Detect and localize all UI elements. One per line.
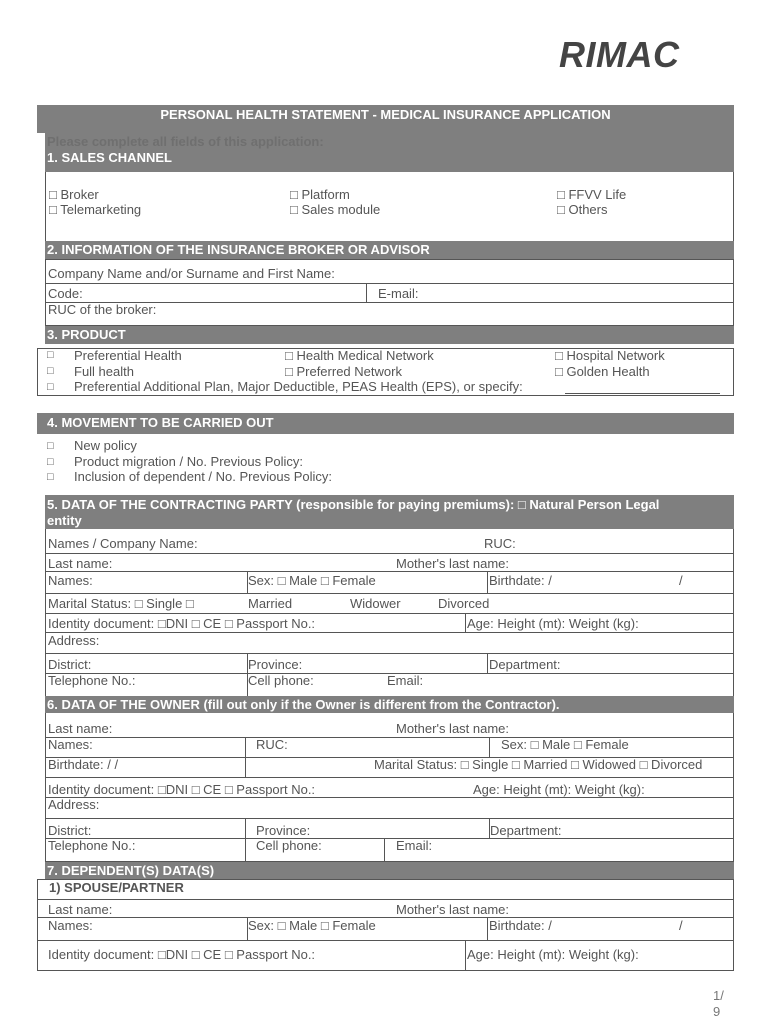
product-additional-plan[interactable]: Preferential Additional Plan, Major Deductible, PEAS Health (EPS), or specify: [74, 379, 523, 394]
checkbox-icon[interactable]: □ [47, 349, 54, 361]
divider [245, 737, 246, 777]
page-number-total: 9 [713, 1004, 721, 1019]
marital-divorced-option[interactable]: Divorced [438, 596, 490, 611]
section-1-header [45, 133, 734, 172]
movement-inclusion-dependent[interactable]: Inclusion of dependent / No. Previous Policy: [74, 469, 332, 484]
divider [733, 713, 734, 862]
owner-birthdate-field[interactable]: Birthdate: / / [48, 757, 119, 772]
marital-married-option[interactable]: Married [248, 596, 293, 611]
marital-widower-option[interactable]: Widower [350, 596, 401, 611]
section-6-header [45, 696, 734, 713]
divider [45, 593, 734, 594]
spouse-sex-field[interactable]: Sex: □ Male □ Female [248, 918, 376, 933]
owner-marital-status[interactable]: Marital Status: □ Single □ Married □ Widowed □ Divorced [374, 757, 703, 772]
divider [384, 838, 385, 861]
divider [37, 940, 734, 941]
contractor-age-height-weight[interactable]: Age: Height (mt): Weight (kg): [467, 616, 639, 631]
checkbox-icon[interactable]: □ [47, 456, 54, 468]
contractor-sex-field[interactable]: Sex: □ Male □ Female [248, 573, 376, 588]
section-5-title-continued: entity [47, 513, 82, 528]
sales-broker-option[interactable]: □ Broker [49, 187, 99, 202]
sales-others-option[interactable]: □ Others [557, 202, 608, 217]
product-full-health[interactable]: Full health [74, 364, 134, 379]
contractor-telephone-field[interactable]: Telephone No.: [48, 673, 136, 688]
divider [45, 283, 734, 284]
divider [45, 613, 734, 614]
owner-email-field[interactable]: Email: [396, 838, 433, 853]
form-title: PERSONAL HEALTH STATEMENT - MEDICAL INSURANCE APPLICATION [160, 107, 611, 122]
section-5-header [45, 495, 734, 529]
product-preferred-network[interactable]: □ Preferred Network [285, 364, 402, 379]
page-number [713, 988, 724, 1020]
owner-identity-document[interactable]: Identity document: □DNI □ CE □ Passport No.: [48, 782, 316, 797]
owner-cellphone-field[interactable]: Cell phone: [256, 838, 322, 853]
spouse-names-field[interactable]: Names: [48, 918, 93, 933]
divider [489, 737, 490, 757]
sales-platform-option[interactable]: □ Platform [290, 187, 350, 202]
contractor-last-name-field[interactable]: Last name: [48, 556, 113, 571]
checkbox-icon[interactable]: □ [47, 471, 54, 483]
contractor-department-field[interactable]: Department: [489, 657, 561, 672]
contractor-cellphone-field[interactable]: Cell phone: [248, 673, 314, 688]
divider [37, 917, 734, 918]
owner-names-field[interactable]: Names: [48, 737, 93, 752]
divider [45, 553, 734, 554]
broker-ruc-field[interactable]: RUC of the broker: [48, 302, 157, 317]
checkbox-icon[interactable]: □ [47, 365, 54, 377]
divider [45, 632, 734, 633]
contractor-mothers-last-name-field[interactable]: Mother's last name: [396, 556, 510, 571]
birthdate-separator: / [679, 918, 683, 933]
spouse-last-name-field[interactable]: Last name: [48, 902, 113, 917]
owner-province-field[interactable]: Province: [256, 823, 311, 838]
divider [245, 818, 246, 861]
contractor-names-company-field[interactable]: Names / Company Name: [48, 536, 198, 551]
contractor-address-field[interactable]: Address: [48, 633, 100, 648]
divider [733, 172, 734, 241]
contractor-names-field[interactable]: Names: [48, 573, 93, 588]
broker-company-field[interactable]: Company Name and/or Surname and First Name: [48, 266, 335, 281]
specify-underline [565, 393, 720, 394]
section-5-title: 5. DATA OF THE CONTRACTING PARTY (responsible for paying premiums): □ Natural Person Legal [47, 497, 660, 512]
checkbox-icon[interactable]: □ [47, 440, 54, 452]
sales-module-option[interactable]: □ Sales module [290, 202, 381, 217]
form-title-bar [37, 105, 734, 133]
divider [465, 613, 466, 632]
contractor-identity-document[interactable]: Identity document: □DNI □ CE □ Passport No.: [48, 616, 316, 631]
divider [487, 653, 488, 673]
contractor-ruc-field[interactable]: RUC: [484, 536, 516, 551]
owner-sex-field[interactable]: Sex: □ Male □ Female [501, 737, 629, 752]
divider [465, 940, 466, 971]
company-logo: RIMAC [559, 34, 680, 75]
divider [45, 777, 734, 778]
section-6-title: 6. DATA OF THE OWNER (fill out only if the Owner is different from the Contractor). [47, 697, 560, 712]
owner-department-field[interactable]: Department: [490, 823, 562, 838]
broker-email-field[interactable]: E-mail: [378, 286, 419, 301]
birthdate-separator: / [679, 573, 683, 588]
divider [45, 737, 734, 738]
spouse-age-height-weight[interactable]: Age: Height (mt): Weight (kg): [467, 947, 639, 962]
section-4-header [37, 413, 734, 434]
product-preferential-health[interactable]: Preferential Health [74, 348, 182, 363]
contractor-email-field[interactable]: Email: [387, 673, 424, 688]
section-2-header [45, 241, 734, 259]
sales-telemarketing-option[interactable]: □ Telemarketing [49, 202, 142, 217]
movement-new-policy[interactable]: New policy [74, 438, 137, 453]
divider [45, 818, 734, 819]
divider [45, 172, 46, 241]
product-golden-health[interactable]: □ Golden Health [555, 364, 650, 379]
owner-last-name-field[interactable]: Last name: [48, 721, 113, 736]
divider [45, 713, 46, 862]
divider [487, 917, 488, 940]
section-1-title: 1. SALES CHANNEL [47, 150, 172, 165]
broker-code-field[interactable]: Code: [48, 286, 83, 301]
product-health-medical-network[interactable]: □ Health Medical Network [285, 348, 434, 363]
divider [45, 571, 734, 572]
contractor-marital-status[interactable]: Marital Status: □ Single □ [48, 596, 194, 611]
spouse-partner-heading: 1) SPOUSE/PARTNER [49, 880, 184, 895]
divider [366, 283, 367, 302]
movement-product-migration[interactable]: Product migration / No. Previous Policy: [74, 454, 304, 469]
contractor-district-field[interactable]: District: [48, 657, 92, 672]
page-number-current: 1/ [713, 988, 724, 1003]
owner-ruc-field[interactable]: RUC: [256, 737, 288, 752]
owner-address-field[interactable]: Address: [48, 797, 100, 812]
sales-ffvv-option[interactable]: □ FFVV Life [557, 187, 627, 202]
owner-district-field[interactable]: District: [48, 823, 92, 838]
section-7-header [45, 862, 734, 879]
spouse-birthdate-field[interactable]: Birthdate: / [489, 918, 552, 933]
section-7-title: 7. DEPENDENT(S) DATA(S) [47, 863, 215, 878]
product-hospital-network[interactable]: □ Hospital Network [555, 348, 665, 363]
divider [487, 571, 488, 593]
divider [45, 653, 734, 654]
contractor-birthdate-field[interactable]: Birthdate: / [489, 573, 552, 588]
owner-telephone-field[interactable]: Telephone No.: [48, 838, 136, 853]
section-3-title: 3. PRODUCT [47, 327, 126, 342]
owner-mothers-last-name-field[interactable]: Mother's last name: [396, 721, 510, 736]
checkbox-icon[interactable]: □ [47, 381, 54, 393]
divider [45, 838, 734, 839]
section-3-header [45, 326, 734, 344]
form-instruction: Please complete all fields of this application: [47, 134, 324, 149]
spouse-mothers-last-name-field[interactable]: Mother's last name: [396, 902, 510, 917]
divider [45, 797, 734, 798]
divider [37, 899, 734, 900]
owner-age-height-weight[interactable]: Age: Height (mt): Weight (kg): [473, 782, 645, 797]
section-2-title: 2. INFORMATION OF THE INSURANCE BROKER OR ADVISOR [47, 242, 430, 257]
section-4-title: 4. MOVEMENT TO BE CARRIED OUT [47, 415, 274, 430]
spouse-identity-document[interactable]: Identity document: □DNI □ CE □ Passport No.: [48, 947, 316, 962]
contractor-province-field[interactable]: Province: [248, 657, 303, 672]
